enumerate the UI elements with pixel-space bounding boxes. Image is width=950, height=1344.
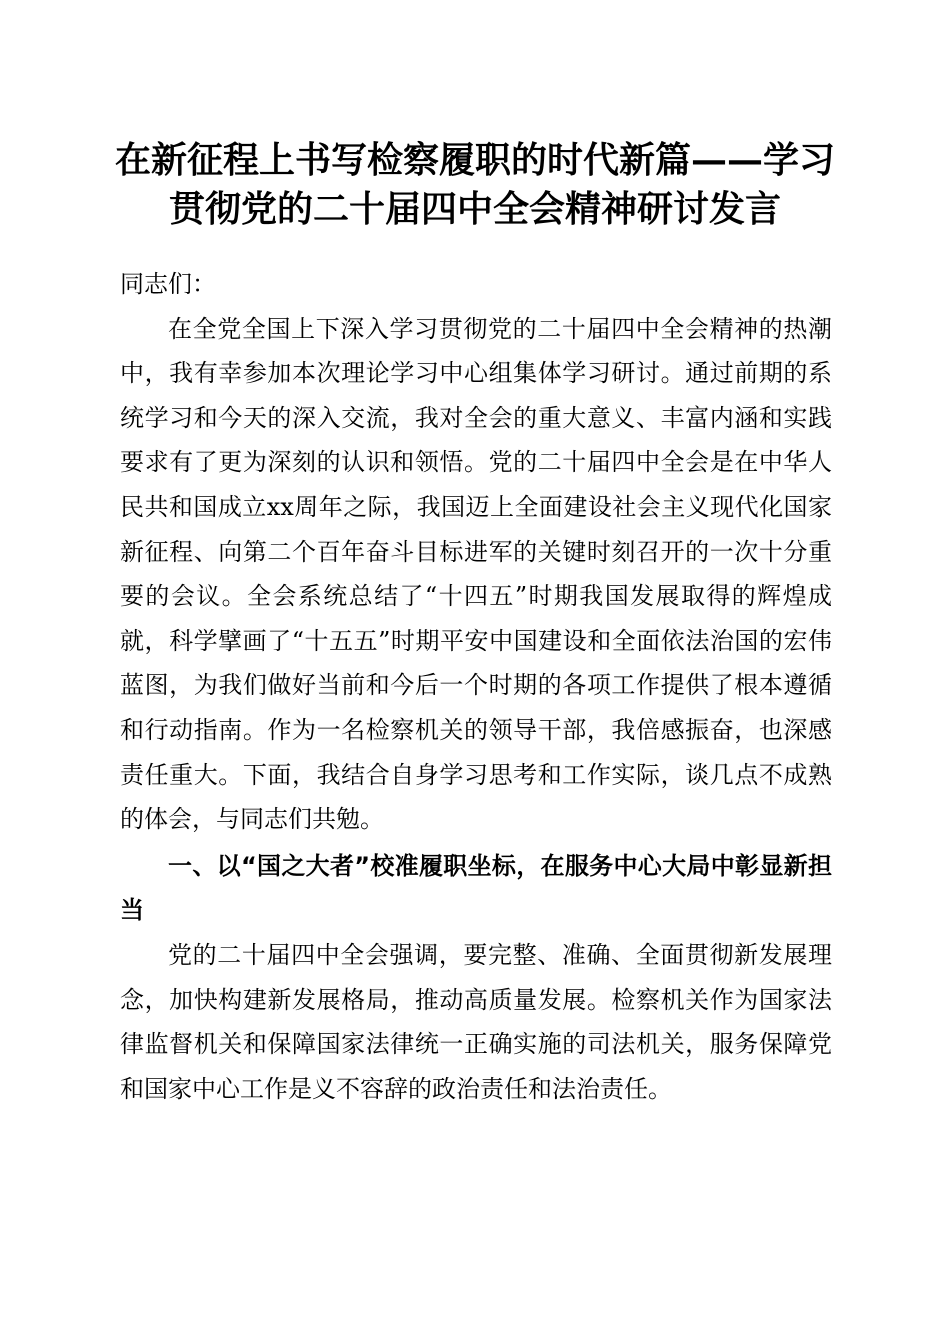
salutation: 同志们： — [120, 270, 216, 298]
section-heading-1: 一、以“国之大者”校准履职坐标，在服务中心大局中彰显新担当 — [120, 851, 832, 925]
title-line-2: 贯彻党的二十届四中全会精神研讨发言 — [168, 188, 781, 230]
title-line-1: 在新征程上书写检察履职的时代新篇——学习 — [114, 139, 835, 181]
document-body — [120, 262, 832, 1111]
document-title — [110, 136, 840, 234]
paragraph-section-1: 党的二十届四中全会强调，要完整、准确、全面贯彻新发展理念，加快构建新发展格局，推动高质量发展。检察机关作为国家法律监督机关和保障国家法律统一正确实施的司法机关，服务保障党和国家中心工作是义不容辞的政治责任和法治责任。 — [120, 940, 832, 1103]
paragraph-intro: 在全党全国上下深入学习贯彻党的二十届四中全会精神的热潮中，我有幸参加本次理论学习中心组集体学习研讨。通过前期的系统学习和今天的深入交流，我对全会的重大意义、丰富内涵和实践要求有了更为深刻的认识和领悟。党的二十届四中全会是在中华人民共和国成立xx周年之际，我国迈上全面建设社会主义现代化国家新征程、向第二个百年奋斗目标进军的关键时刻召开的一次十分重要的会议。全会系统总结了“十四五”时期我国发展取得的辉煌成就，科学擘画了“十五五”时期平安中国建设和全面依法治国的宏伟蓝图，为我们做好当前和今后一个时期的各项工作提供了根本遵循和行动指南。作为一名检察机关的领导干部，我倍感振奋，也深感责任重大。下面，我结合自身学习思考和工作实际，谈几点不成熟的体会，与同志们共勉。 — [120, 314, 832, 834]
